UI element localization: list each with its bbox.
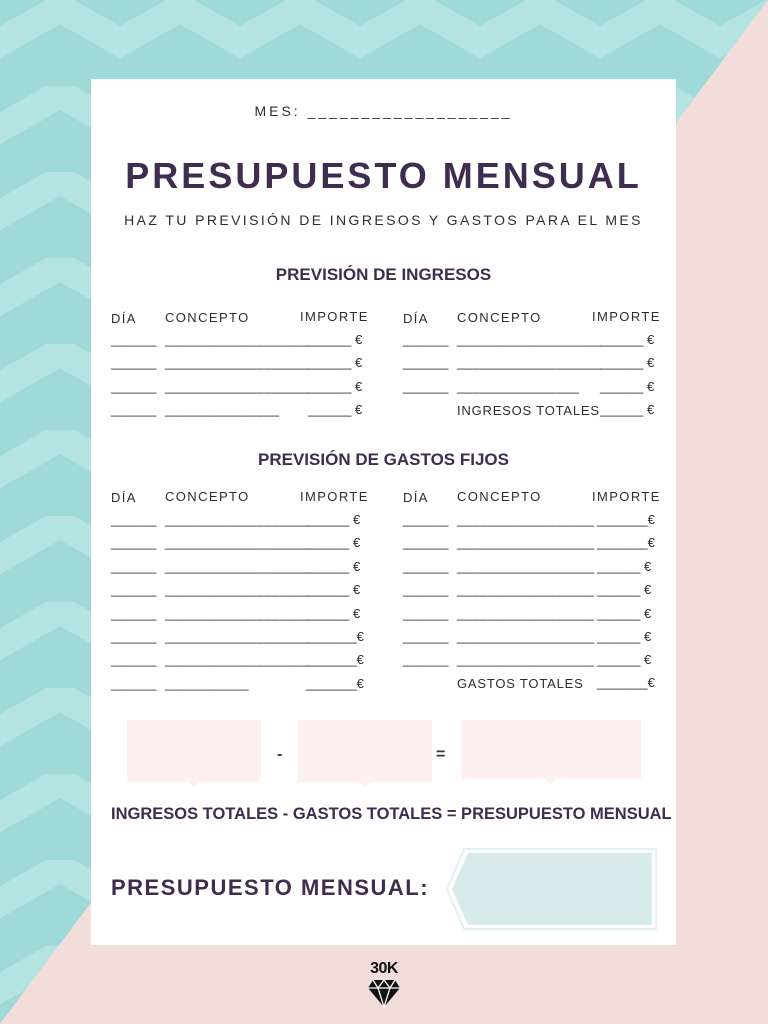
income-right-amount-header: IMPORTE	[592, 309, 661, 324]
expenses-right-day-header: DÍA	[403, 490, 429, 505]
income-right-day-blank[interactable]: ______	[403, 355, 449, 371]
expenses-left-amount-blank[interactable]: ______ €	[306, 605, 361, 621]
expenses-left-day-blank[interactable]: ______	[111, 652, 157, 668]
income-right-concept-blank[interactable]: ________________	[457, 378, 580, 394]
income-left-amount-blank[interactable]: ______ €	[308, 378, 363, 394]
income-right-amount-blank[interactable]: ______ €	[600, 332, 655, 347]
budget-value-tag[interactable]	[446, 847, 658, 931]
expenses-total-amount[interactable]: _______€	[597, 675, 655, 690]
expenses-left-concept-blank[interactable]: ___________________	[165, 582, 310, 598]
expenses-left-amount-blank[interactable]: _______€	[306, 652, 364, 668]
income-total-box[interactable]	[127, 720, 261, 782]
expenses-right-concept-blank[interactable]: __________________	[457, 535, 595, 551]
page-title: PRESUPUESTO MENSUAL	[125, 155, 642, 196]
expenses-left-concept-blank[interactable]: ___________________	[165, 605, 310, 621]
logo-text: 30K	[370, 960, 398, 977]
expenses-right-concept-blank[interactable]: __________________	[457, 629, 595, 644]
income-left-amount-blank[interactable]: ______ €	[308, 355, 363, 371]
income-left-concept-blank[interactable]: ___________________	[165, 332, 310, 347]
minus-sign: -	[277, 746, 283, 763]
income-right-day-header: DÍA	[403, 311, 429, 326]
expenses-left-day-blank[interactable]: ______	[111, 535, 157, 551]
income-right-amount-blank[interactable]: ______ €	[600, 355, 655, 371]
expenses-right-day-blank[interactable]: ______	[403, 535, 449, 551]
expenses-right-amount-blank[interactable]: ______ €	[597, 605, 652, 621]
expenses-right-amount-blank[interactable]: ______ €	[597, 629, 652, 644]
expenses-left-concept-blank[interactable]: ___________________	[165, 535, 310, 551]
expenses-left-day-blank[interactable]: ______	[111, 675, 157, 691]
income-total-label: INGRESOS TOTALES	[457, 403, 600, 418]
income-left-concept-blank[interactable]: ___________________	[165, 355, 310, 371]
expenses-right-amount-blank[interactable]: ______ €	[597, 558, 652, 574]
expenses-left-amount-blank[interactable]: ______ €	[306, 582, 361, 598]
expenses-left-day-blank[interactable]: ______	[111, 582, 157, 598]
budget-formula: INGRESOS TOTALES - GASTOS TOTALES = PRESUPUESTO MENSUAL	[111, 805, 672, 823]
expenses-right-concept-blank[interactable]: __________________	[457, 652, 595, 668]
expenses-right-amount-blank[interactable]: _______€	[597, 535, 655, 551]
expenses-right-day-blank[interactable]: ______	[403, 605, 449, 621]
brand-logo	[364, 960, 404, 1013]
expenses-right-amount-blank[interactable]: _______€	[597, 512, 655, 527]
expenses-right-amount-blank[interactable]: ______ €	[597, 652, 652, 668]
budget-result-box[interactable]	[461, 720, 641, 779]
expenses-total-box[interactable]	[298, 720, 432, 782]
income-right-amount-blank[interactable]: ______ €	[600, 378, 655, 394]
income-right-concept-blank[interactable]: ___________________	[457, 332, 602, 347]
income-left-concept-blank[interactable]: _______________	[165, 401, 280, 417]
expenses-left-day-blank[interactable]: ______	[111, 629, 157, 644]
expenses-left-concept-blank[interactable]: ___________________	[165, 629, 310, 644]
income-left-day-header: DÍA	[111, 311, 137, 326]
expenses-left-day-blank[interactable]: ______	[111, 605, 157, 621]
expenses-right-amount-header: IMPORTE	[592, 489, 661, 504]
month-field[interactable]: MES: ___________________	[254, 103, 513, 119]
expenses-left-amount-blank[interactable]: _______€	[306, 675, 364, 691]
income-right-concept-blank[interactable]: ___________________	[457, 355, 602, 371]
income-left-amount-header: IMPORTE	[300, 309, 369, 324]
income-left-day-blank[interactable]: ______	[111, 332, 157, 347]
expenses-right-concept-blank[interactable]: __________________	[457, 582, 595, 598]
expenses-right-concept-header: CONCEPTO	[457, 489, 542, 504]
expenses-right-concept-blank[interactable]: __________________	[457, 605, 595, 621]
expenses-right-day-blank[interactable]: ______	[403, 629, 449, 644]
expenses-right-day-blank[interactable]: ______	[403, 512, 449, 527]
expenses-left-amount-blank[interactable]: ______ €	[306, 558, 361, 574]
expenses-left-amount-header: IMPORTE	[300, 489, 369, 504]
expenses-total-label: GASTOS TOTALES	[457, 676, 584, 691]
expenses-right-concept-blank[interactable]: __________________	[457, 512, 595, 527]
income-right-day-blank[interactable]: ______	[403, 332, 449, 347]
expenses-section-title: PREVISIÓN DE GASTOS FIJOS	[258, 450, 509, 469]
expenses-left-concept-blank[interactable]: ___________________	[165, 512, 310, 527]
expenses-left-day-header: DÍA	[111, 490, 137, 505]
income-total-amount[interactable]: ______ €	[600, 402, 655, 417]
equals-sign: =	[436, 746, 446, 763]
income-left-concept-blank[interactable]: ___________________	[165, 378, 310, 394]
expenses-left-amount-blank[interactable]: _______€	[306, 629, 364, 644]
expenses-left-concept-blank[interactable]: ___________________	[165, 558, 310, 574]
income-section-title: PREVISIÓN DE INGRESOS	[275, 265, 492, 284]
income-left-day-blank[interactable]: ______	[111, 355, 157, 371]
expenses-right-day-blank[interactable]: ______	[403, 652, 449, 668]
budget-sheet	[91, 79, 676, 945]
income-left-concept-header: CONCEPTO	[165, 310, 250, 325]
expenses-right-day-blank[interactable]: ______	[403, 582, 449, 598]
expenses-left-day-blank[interactable]: ______	[111, 512, 157, 527]
income-right-concept-header: CONCEPTO	[457, 310, 542, 325]
expenses-right-day-blank[interactable]: ______	[403, 558, 449, 574]
page-subtitle: HAZ TU PREVISIÓN DE INGRESOS Y GASTOS PARA EL MES	[124, 212, 643, 228]
diamond-icon	[367, 978, 401, 1008]
expenses-left-amount-blank[interactable]: ______ €	[306, 512, 361, 527]
expenses-left-concept-blank[interactable]: ___________	[165, 675, 249, 691]
expenses-right-amount-blank[interactable]: ______ €	[597, 582, 652, 598]
income-left-amount-blank[interactable]: ______ €	[308, 332, 363, 347]
expenses-right-concept-blank[interactable]: __________________	[457, 558, 595, 574]
income-left-amount-blank[interactable]: ______ €	[308, 401, 363, 417]
expenses-left-day-blank[interactable]: ______	[111, 558, 157, 574]
expenses-left-amount-blank[interactable]: ______ €	[306, 535, 361, 551]
income-right-day-blank[interactable]: ______	[403, 378, 449, 394]
budget-label: PRESUPUESTO MENSUAL:	[111, 875, 430, 900]
expenses-left-concept-blank[interactable]: ___________________	[165, 652, 310, 668]
expenses-left-concept-header: CONCEPTO	[165, 489, 250, 504]
income-left-day-blank[interactable]: ______	[111, 401, 157, 417]
income-left-day-blank[interactable]: ______	[111, 378, 157, 394]
